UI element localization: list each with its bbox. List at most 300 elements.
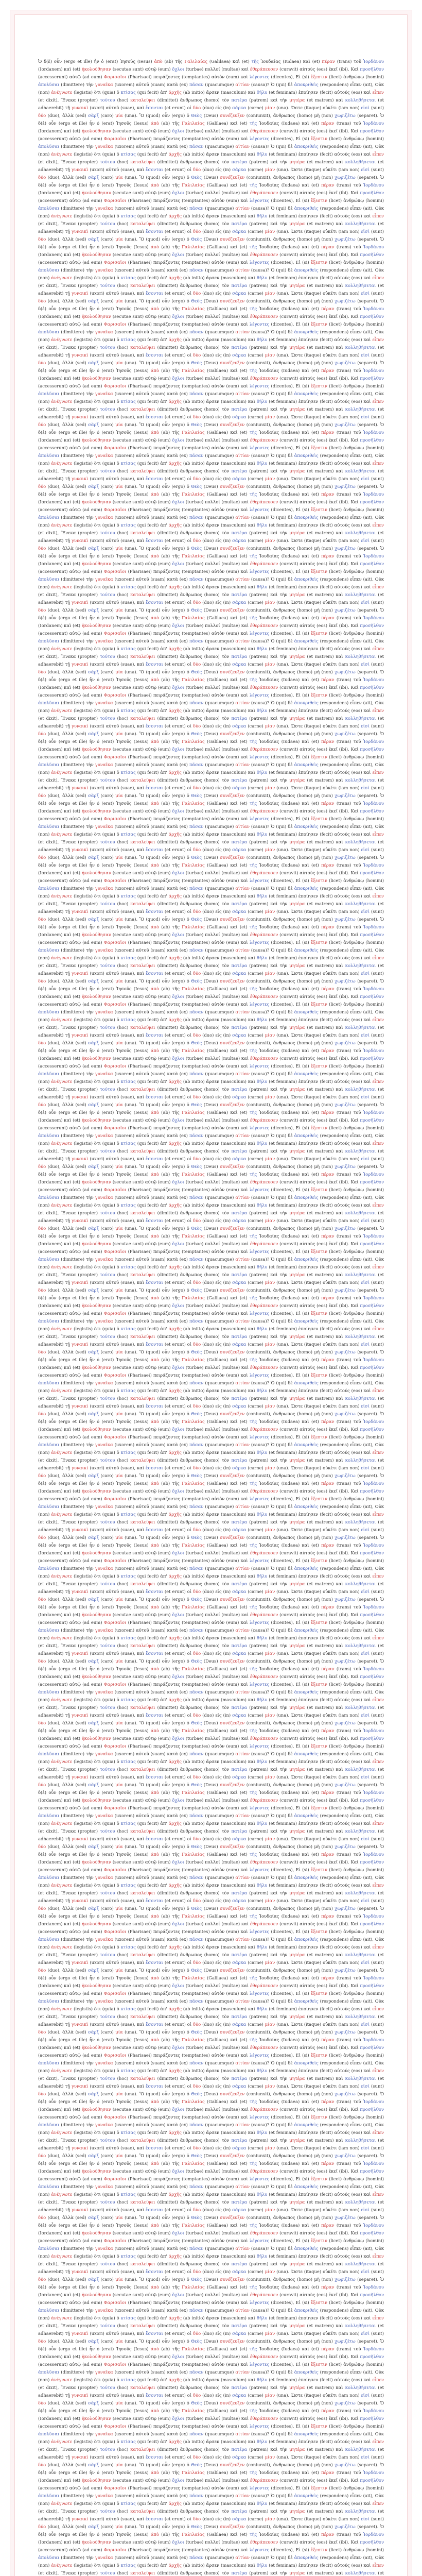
text-segment: αὐτοῦ	[106, 662, 121, 667]
text-segment: τῆς	[250, 1172, 259, 1177]
text-segment: Γαλιλαίας	[182, 1233, 207, 1239]
text-segment: (una).	[125, 113, 139, 118]
text-segment: μίαν	[265, 1527, 277, 1532]
text-segment: Φαρισαῖοι	[103, 1063, 128, 1069]
text-segment: (accesserunt)	[38, 878, 69, 883]
text-segment: (itaque)	[304, 1465, 323, 1470]
text-segment: σὰρξ	[88, 855, 101, 860]
text-segment: (uxorem)	[114, 762, 136, 767]
text-segment: (suae),	[120, 909, 137, 914]
text-segment: (uxorem)	[114, 1071, 136, 1076]
text-segment: (masculum)	[221, 1264, 248, 1269]
text-segment: (quacumque)	[205, 1689, 236, 1694]
text-segment: (accesserunt)	[38, 1311, 69, 1316]
text-segment: ἀρχῆς	[168, 893, 183, 899]
text-segment: (qui fecit)	[137, 955, 161, 960]
text-segment: (suae),	[120, 167, 137, 172]
text-segment: (quia)	[102, 151, 117, 157]
text-segment: γυναῖκα	[95, 453, 115, 458]
text-segment: ἀπολῦσαι	[38, 1009, 61, 1014]
text-segment: αὐτοῦ	[106, 352, 121, 358]
text-segment: (ait),	[363, 267, 375, 273]
text-segment: σὰρξ	[88, 978, 101, 984]
text-segment: (caro)	[100, 1473, 116, 1478]
text-segment: (quacumque)	[205, 1442, 236, 1447]
text-segment: (masculum)	[221, 522, 248, 528]
text-segment: τὸν	[221, 777, 232, 783]
text-segment: (ait),	[363, 515, 375, 520]
text-segment: συνέζευξεν	[220, 1349, 247, 1354]
text-segment: Ἰουδαίας	[259, 1543, 282, 1548]
text-segment: δύο	[192, 352, 203, 358]
text-segment: Οὐκ	[375, 1442, 384, 1447]
text-segment: καὶ	[230, 1543, 240, 1548]
text-segment: (hoc)	[117, 901, 131, 906]
text-segment: (erat)	[101, 1419, 116, 1424]
text-segment: (trans)	[336, 244, 354, 249]
text-segment: (fecit)	[320, 275, 335, 280]
text-segment: ἐθεράπευσεν	[250, 1179, 280, 1184]
text-segment: ἐποίησεν	[298, 1017, 320, 1022]
text-segment: γυναῖκα	[95, 1751, 115, 1756]
text-segment: ἄνθρωπος	[180, 654, 204, 659]
text-segment: αὐτὸν	[211, 1187, 226, 1192]
text-segment: (eum)	[226, 1558, 241, 1563]
text-segment: πειράζοντες	[153, 631, 182, 636]
text-segment: (accesserunt)	[38, 260, 69, 265]
text-segment: (Pharisaei)	[128, 816, 153, 821]
text-segment: κατὰ	[167, 1318, 180, 1324]
text-segment: Οὐκ	[375, 515, 384, 520]
text-segment: καταλείψει	[130, 283, 157, 288]
text-segment: (ibi).	[339, 1859, 351, 1865]
text-segment: (iam non)	[338, 1527, 361, 1532]
text-segment: προσῆλθον	[360, 1612, 384, 1617]
text-segment: Ὁ	[271, 700, 276, 705]
text-segment: (homo)	[204, 97, 222, 103]
text-segment: (Galilaea)	[206, 1666, 231, 1671]
text-segment: (dicentes),	[271, 1187, 296, 1192]
text-segment: (homo)	[297, 1473, 314, 1478]
text-segment: (Iordanem)	[38, 1241, 64, 1246]
text-segment: ἄρσεν	[206, 522, 221, 528]
text-segment: Θεὸς	[191, 1473, 204, 1478]
text-segment: (ab initio)	[183, 90, 206, 95]
text-segment: τὴν	[279, 345, 290, 350]
text-segment: Ὁ	[271, 453, 276, 458]
text-segment: (uxori)	[90, 971, 106, 976]
text-segment: (si)	[302, 569, 311, 574]
text-segment: (caro)	[100, 669, 116, 674]
text-segment: (curavit)	[279, 1798, 300, 1803]
text-segment: Ὥστε	[291, 1527, 304, 1532]
text-segment: (hoc)	[117, 1334, 131, 1339]
text-segment: Ἰορδάνου	[363, 430, 384, 435]
text-segment: τοῦ	[353, 677, 363, 682]
text-segment: (ad eum)	[82, 1558, 104, 1563]
text-segment: (licet)	[329, 1063, 344, 1069]
text-segment: (iam non)	[338, 291, 361, 296]
text-segment: καὶ	[248, 1264, 257, 1269]
text-segment: (suam)	[150, 1380, 167, 1385]
text-segment: (curavit)	[279, 252, 300, 257]
text-segment: τούτου	[100, 1643, 117, 1648]
text-segment: καὶ	[64, 870, 73, 875]
text-segment: τοῦ	[353, 739, 363, 744]
text-segment: πέραν	[321, 1419, 337, 1424]
text-segment: οἱ	[187, 1342, 193, 1347]
text-segment: Ἕνεκα	[61, 1148, 78, 1154]
text-segment: (ab)	[161, 1295, 172, 1300]
text-segment: Εἰ	[295, 878, 303, 883]
text-segment: τὴν	[85, 1071, 95, 1076]
text-segment: Οὐκ	[375, 824, 384, 829]
text-segment: τῇ	[65, 1094, 72, 1099]
text-segment: (non)	[38, 770, 51, 775]
text-segment: σὰρξ	[88, 1040, 101, 1045]
text-segment: (Deus)	[203, 1164, 220, 1169]
text-segment: (eum)	[226, 1743, 241, 1749]
text-segment: (duo),	[47, 113, 63, 118]
text-segment: αὐτῷ	[69, 321, 83, 327]
text-segment: καὶ	[240, 1867, 250, 1872]
text-segment: (eos)	[351, 1759, 364, 1764]
text-segment: (non)	[321, 917, 335, 922]
text-segment: (eos)	[316, 1674, 329, 1679]
text-segment: (patrem)	[249, 1581, 271, 1586]
text-segment: Ἰορδάνου	[363, 1048, 384, 1053]
text-segment: τῇ	[65, 847, 72, 852]
text-segment: (et erunt)	[164, 105, 187, 110]
text-segment: (propter)	[78, 1458, 100, 1463]
text-segment: (homo)	[204, 221, 222, 226]
text-segment: ἄρσεν	[206, 90, 221, 95]
text-segment: (et adhaerebit)	[38, 468, 384, 481]
text-segment: ἀνέγνωτε	[51, 275, 74, 280]
text-segment: τοῦ	[353, 986, 363, 991]
text-segment: πειράζοντες	[153, 754, 182, 759]
text-segment: (propter)	[78, 159, 100, 164]
text-segment: ἀλλὰ	[62, 669, 76, 674]
text-segment: (quod)	[146, 1411, 162, 1416]
text-segment: καὶ	[64, 994, 73, 999]
text-segment: εἰς	[215, 291, 223, 296]
text-segment: (trans)	[336, 492, 354, 497]
text-segment: (et feminam)	[269, 213, 298, 218]
text-segment: ἔξεστιν	[310, 260, 329, 265]
text-segment: (hoc)	[117, 97, 131, 103]
text-segment: (caro)	[100, 1102, 116, 1107]
text-segment: καὶ	[240, 1682, 250, 1687]
text-segment: (una).	[125, 978, 139, 984]
text-segment: αὐτῷ	[145, 252, 158, 257]
text-segment: (qui fecit)	[137, 832, 161, 837]
text-segment: ἀνθρώπῳ	[343, 1496, 366, 1501]
text-segment: ἠκολούθησαν	[81, 499, 113, 504]
text-segment: σὰρξ	[88, 607, 101, 613]
text-segment: καὶ	[64, 314, 73, 319]
text-segment: (qui)	[276, 1195, 288, 1200]
text-segment: μία	[115, 1535, 125, 1540]
text-segment: ἠκολούθησαν	[81, 128, 113, 133]
text-segment: αὐτῷ	[69, 260, 83, 265]
text-segment: Εἰ	[295, 1187, 303, 1192]
text-segment: ἐθεράπευσεν	[250, 252, 280, 257]
text-segment: (et erunt)	[164, 909, 187, 914]
text-segment: τῇ	[65, 1218, 72, 1223]
text-segment: αὐτῷ	[145, 314, 158, 319]
text-segment: Ὃ	[139, 1597, 146, 1602]
text-segment: καὶ	[270, 221, 280, 226]
text-segment: (et matrem)	[307, 283, 336, 288]
text-segment: τὴν	[279, 963, 290, 968]
text-segment: (et)	[73, 561, 82, 566]
text-segment: (Iesus)	[133, 1481, 151, 1486]
text-segment: τῇ	[65, 1836, 72, 1841]
text-segment: λέγοντες	[249, 631, 271, 636]
text-segment: τούτου	[100, 406, 117, 412]
text-segment: (secutae sunt)	[112, 808, 145, 814]
text-segment: ἀνθρώπῳ	[343, 569, 366, 574]
text-segment: (itaque)	[304, 1836, 323, 1841]
text-segment: εἶπεν	[350, 700, 363, 705]
text-segment: ἀλλὰ	[62, 607, 76, 613]
text-segment: τοῦ	[353, 182, 363, 188]
text-segment: (legistis)	[74, 1326, 94, 1331]
text-segment: Ἰορδάνου	[363, 492, 384, 497]
text-segment: (eos)	[316, 1612, 329, 1617]
text-segment: (ex)	[179, 886, 189, 891]
text-segment: (et erunt)	[164, 1774, 187, 1780]
text-segment: καὶ	[136, 1589, 146, 1594]
text-segment: (caro)	[100, 1164, 116, 1169]
text-segment: ἠκολούθησαν	[81, 1798, 113, 1803]
text-segment: (coniunxit),	[246, 1473, 273, 1478]
text-segment: ἐποίησεν	[298, 1573, 320, 1579]
text-segment: (turbae)	[185, 561, 205, 566]
text-segment: (qui fecit)	[137, 1264, 161, 1269]
text-segment: (dimittere)	[61, 700, 86, 705]
text-segment: (itaque)	[304, 538, 323, 543]
text-segment: Οὐκ	[375, 1133, 384, 1138]
text-segment: (ergo et ille)	[58, 1419, 90, 1424]
text-segment: (uxorem)	[114, 1504, 136, 1509]
text-segment: (Iudaea)	[281, 1233, 302, 1239]
text-segment: αἰτίαν	[235, 762, 251, 767]
text-segment: (curavit)	[279, 1056, 300, 1061]
text-segment: καταλείψει	[130, 1087, 157, 1092]
text-segment: κολληθήσεται	[345, 1643, 378, 1648]
text-segment: (separet).	[357, 1473, 380, 1478]
text-segment: ὁ	[186, 1844, 191, 1849]
text-segment: (ait),	[363, 206, 375, 211]
text-segment: ἦν ὁ	[89, 1172, 102, 1177]
text-segment: καὶ	[64, 1241, 73, 1246]
text-segment: (duo)	[202, 1836, 216, 1841]
text-segment: πατέρα	[231, 592, 250, 597]
text-segment: Οὐκ	[375, 1751, 384, 1756]
text-segment: οἱ	[187, 909, 193, 914]
text-segment: Καὶ	[350, 1859, 360, 1865]
text-segment: Ὁ	[271, 267, 276, 273]
text-segment: ἀρχῆς	[168, 1141, 183, 1146]
text-segment: (itaque)	[304, 1651, 323, 1656]
text-segment: Ὃ	[139, 1164, 146, 1169]
text-segment: Θεὸς	[191, 1720, 204, 1725]
text-segment: αἰτίαν	[235, 824, 251, 829]
text-segment: (in)	[223, 1774, 233, 1780]
text-segment: ἀνέγνωτε	[51, 213, 74, 218]
text-segment: συνέζευξεν	[220, 1040, 247, 1045]
text-segment: (ad eum)	[82, 1743, 104, 1749]
text-segment: ἦν ὁ	[89, 1048, 102, 1053]
text-segment: καὶ	[240, 1249, 250, 1254]
text-segment: εἰς	[215, 229, 223, 234]
text-segment: ἀποκριθεὶς	[294, 700, 320, 705]
text-segment: (eos)	[351, 1388, 364, 1393]
text-segment: ἔσονται	[146, 229, 165, 234]
text-segment: (uxorem)	[114, 1689, 136, 1694]
text-segment: πᾶσαν	[189, 947, 205, 953]
text-segment: τῆς	[250, 862, 259, 868]
text-segment: (masculum)	[221, 584, 248, 589]
text-segment: (Galilaea)	[206, 615, 231, 620]
text-segment: (turbae)	[185, 376, 205, 381]
text-segment: (quia)	[102, 893, 117, 899]
text-segment: (multae)	[221, 376, 241, 381]
text-segment: ἐθεράπευσεν	[250, 1798, 280, 1803]
text-segment: (separet).	[357, 546, 380, 551]
text-segment: καὶ	[136, 1527, 146, 1532]
text-segment: οὖν	[162, 1287, 172, 1293]
text-segment: αἰτίαν	[235, 1813, 251, 1818]
text-segment: (non)	[38, 1697, 51, 1702]
text-segment: μία	[115, 1658, 125, 1664]
text-segment: ἔξεστιν	[310, 383, 329, 388]
text-segment: (Iordanem)	[38, 870, 64, 875]
text-segment: (et)	[73, 623, 82, 628]
text-segment: (accesserunt)	[38, 1867, 69, 1872]
text-segment: (eum)	[157, 252, 172, 257]
text-segment: (ab)	[161, 244, 172, 249]
text-segment: ἀλλὰ	[62, 1720, 76, 1725]
text-segment: (dicentes),	[271, 631, 296, 636]
text-segment: Ἰορδάνου	[363, 121, 384, 126]
text-segment: ἀπολῦσαι	[38, 1813, 61, 1818]
text-segment: θῆλυ	[256, 1450, 269, 1455]
text-segment: Ὃ	[139, 1720, 146, 1725]
text-segment: ἀνθρώπῳ	[343, 1002, 366, 1007]
text-segment: Φαρισαῖοι	[103, 1558, 128, 1563]
text-segment: ἐκεῖ	[328, 1674, 339, 1679]
text-segment: ἄνθρωπος	[180, 1334, 204, 1339]
text-segment: κολληθήσεται	[345, 1519, 378, 1524]
text-segment: δὲ	[288, 700, 294, 705]
text-segment: ἀνθρώπῳ	[343, 1434, 366, 1439]
text-segment: τούτου	[100, 345, 117, 350]
text-segment: (trans)	[336, 986, 354, 991]
text-segment: τὴν	[85, 1504, 95, 1509]
text-segment: (iam non)	[338, 1032, 361, 1038]
text-segment: αὐτῷ	[69, 1311, 83, 1316]
text-segment: Ὥστε	[291, 414, 304, 419]
text-segment: δύο	[38, 298, 48, 303]
text-segment: (multae)	[221, 1798, 241, 1803]
text-segment: ἀλλὰ	[62, 1226, 76, 1231]
text-segment: (secutae sunt)	[112, 1736, 145, 1741]
text-segment: (multae)	[221, 1488, 241, 1494]
text-segment: (eos)	[351, 1573, 364, 1579]
text-segment: γυναικὶ	[71, 1094, 90, 1099]
text-segment: αὐτοῦ	[136, 1689, 151, 1694]
text-segment: Θεὸς	[191, 1349, 204, 1354]
text-segment: (quacumque)	[205, 1875, 236, 1880]
text-segment: καὶ	[64, 252, 73, 257]
text-segment: αὐτῷ	[145, 1798, 158, 1803]
text-segment: (una).	[276, 167, 291, 172]
text-segment: καὶ	[240, 1311, 250, 1316]
text-segment: καὶ	[270, 839, 280, 844]
text-segment: (non)	[38, 1512, 51, 1517]
text-segment: πειράζοντες	[153, 692, 182, 698]
text-segment: (eos)	[316, 66, 329, 72]
text-segment: γυναικὶ	[71, 662, 90, 667]
text-segment: ἐθεράπευσεν	[250, 1427, 280, 1432]
text-segment: (trans)	[336, 924, 354, 929]
text-segment: (fecit)	[320, 1202, 335, 1208]
text-segment: καταλείψει	[130, 1828, 157, 1834]
text-segment: (Deus)	[203, 236, 220, 242]
text-segment: πατέρα	[231, 1148, 250, 1154]
text-segment: (quia)	[102, 1512, 117, 1517]
text-segment: (duo),	[47, 236, 63, 242]
text-segment: Φαρισαῖοι	[103, 1249, 128, 1254]
text-segment: (in)	[223, 105, 233, 110]
text-segment: αἰτίαν	[235, 1380, 251, 1385]
text-segment: τῆς	[175, 59, 185, 64]
text-segment: (quod)	[146, 1720, 162, 1725]
text-segment: αὐτὸν	[211, 878, 226, 883]
text-segment: θῆλυ	[256, 1821, 269, 1826]
text-segment: ἄρσεν	[206, 1450, 221, 1455]
text-segment: ἀρχῆς	[168, 1759, 183, 1764]
text-segment: αἰτίαν	[235, 1875, 251, 1880]
text-segment: αὐτοῦ	[136, 824, 151, 829]
text-segment: (et feminam)	[269, 90, 298, 95]
text-segment: πολλοί	[205, 1427, 222, 1432]
text-segment: θῆλυ	[256, 461, 269, 466]
text-segment: εἶπεν	[372, 1821, 384, 1826]
text-segment: (ad eum)	[82, 631, 104, 636]
text-segment: (carne)	[248, 1465, 265, 1470]
text-segment: τῆς	[172, 1481, 182, 1486]
text-segment: (et matrem)	[307, 468, 336, 473]
text-segment: ἀλλὰ	[62, 1535, 76, 1540]
text-segment: οὐκέτι	[323, 352, 339, 358]
text-segment: τὴν	[279, 159, 290, 164]
text-segment: (quacumque)	[205, 206, 236, 211]
text-segment: καὶ	[136, 291, 146, 296]
text-segment: ἐθεράπευσεν	[250, 437, 280, 443]
text-segment: ἀπολῦσαι	[38, 1504, 61, 1509]
text-segment: πολλοί	[205, 1674, 222, 1679]
text-segment: δύο	[38, 855, 48, 860]
text-segment: ἀρχῆς	[168, 1821, 183, 1826]
text-segment: (ab)	[164, 59, 175, 64]
text-segment: (causa)?	[251, 82, 271, 87]
text-segment: ἄνθρωπος	[180, 1087, 204, 1092]
text-segment: (et adhaerebit)	[38, 1767, 384, 1780]
